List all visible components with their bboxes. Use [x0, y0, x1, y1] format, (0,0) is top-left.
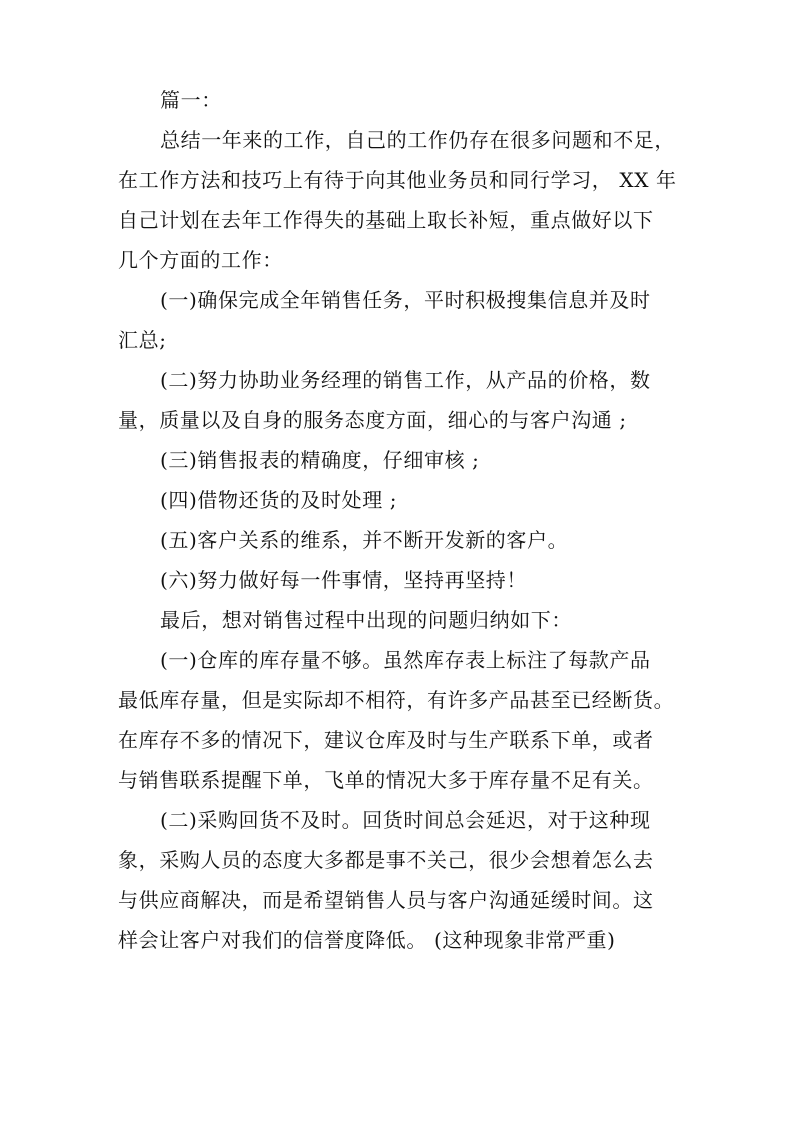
list-item-line: (三)销售报表的精确度，仔细审核 ; [160, 448, 480, 472]
list-item-line: (四)借物还货的及时处理 ; [160, 488, 398, 512]
section-heading: 篇一： [160, 88, 222, 112]
list-item-line: (六)努力做好每一件事情，坚持再坚持！ [160, 568, 528, 592]
problem-item-line: (二)采购回货不及时。回货时间总会延迟，对于这种现 [160, 808, 651, 832]
problem-item-line: (一)仓库的库存量不够。虽然库存表上标注了每款产品 [160, 648, 651, 672]
document-body [118, 80, 678, 960]
problem-item-line: 与供应商解决，而是希望销售人员与客户沟通延缓时间。这 [118, 888, 654, 912]
list-item-line: 汇总; [118, 328, 167, 352]
paragraph-line: 几个方面的工作： [118, 248, 283, 272]
problem-item-line: 象，采购人员的态度大多都是事不关己，很少会想着怎么去 [118, 848, 654, 872]
list-item-line: (二)努力协助业务经理的销售工作，从产品的价格，数 [160, 368, 651, 392]
paragraph-line: 最后，想对销售过程中出现的问题归纳如下： [160, 608, 572, 632]
list-item-line: (五)客户关系的维系，并不断开发新的客户。 [160, 528, 569, 552]
problem-item-line: 最低库存量，但是实际却不相符，有许多产品甚至已经断货。 [118, 688, 675, 712]
list-item-line: (一)确保完成全年销售任务，平时积极搜集信息并及时 [160, 288, 651, 312]
problem-item-line: 样会让客户对我们的信誉度降低。 (这种现象非常严重) [118, 928, 616, 952]
list-item-line: 量，质量以及自身的服务态度方面，细心的与客户沟通 ; [118, 408, 627, 432]
problem-item-line: 在库存不多的情况下，建议仓库及时与生产联系下单，或者 [118, 728, 654, 752]
paragraph-line: 总结一年来的工作，自己的工作仍存在很多问题和不足， [160, 128, 675, 152]
problem-item-line: 与销售联系提醒下单，飞单的情况大多于库存量不足有关。 [118, 768, 654, 792]
paragraph-line: 自己计划在去年工作得失的基础上取长补短，重点做好以下 [118, 208, 654, 232]
paragraph-line: 在工作方法和技巧上有待于向其他业务员和同行学习， XX 年 [118, 168, 677, 192]
